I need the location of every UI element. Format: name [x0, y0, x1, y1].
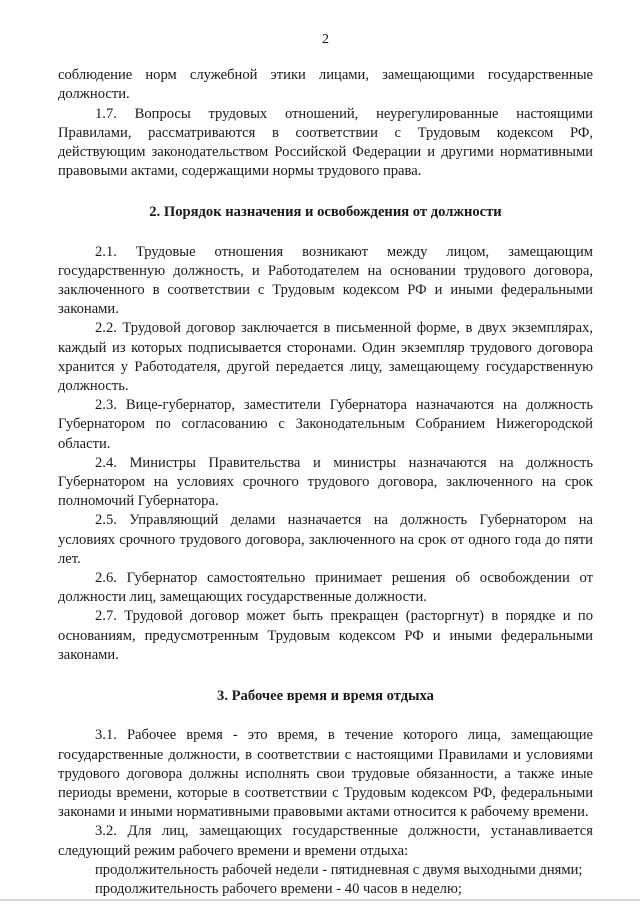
list-item-work-week: продолжительность рабочей недели - пятидневная с двумя выходными днями; — [95, 861, 583, 878]
section-3-heading: 3. Рабочее время и время отдыха — [217, 688, 434, 705]
paragraph-2-4: 2.4. Министры Правительства и министры назначаются на должность Губернатором на условиях срочного трудового договора, заключенного на срок полномочий Губернатора. — [58, 454, 593, 510]
paragraph-2-1: 2.1. Трудовые отношения возникают между лицом, замещающим государственную должность, и Работодателем на основании трудового договора, заключенного в соответствии с Трудовым кодексом РФ и иными федеральными законами. — [58, 243, 593, 318]
document-page — [58, 30, 593, 899]
section-2-heading: 2. Порядок назначения и освобождения от должности — [149, 204, 502, 221]
paragraph-2-3: 2.3. Вице-губернатор, заместители Губернатора назначаются на должность Губернатором по согласованию с Законодательным Собранием Нижегородской области. — [58, 397, 593, 452]
paragraph-2-6: 2.6. Губернатор самостоятельно принимает решения об освобождении от должности лиц, замещающих государственные должности. — [58, 570, 593, 606]
paragraph-1-7: 1.7. Вопросы трудовых отношений, неурегулированные настоящими Правилами, рассматриваются в соответствии с Трудовым кодексом РФ, действующим законодательством Российской Федерации и другими нормативными правовыми актами, содержащими нормы трудового права. — [58, 105, 593, 180]
paragraph-3-1: 3.1. Рабочее время - это время, в течение которого лица, замещающие государственные должности, в соответствии с настоящими Правилами и условиями трудового договора должны исполнять свои трудовые обязанности, а также иные периоды времени, которые в соответствии с Трудовым кодексом РФ, федеральными законами и иными нормативными правовыми актами относится к рабочему времени. — [58, 727, 593, 821]
paragraph-2-2: 2.2. Трудовой договор заключается в письменной форме, в двух экземплярах, каждый из которых подписывается сторонами. Один экземпляр трудового договора хранится у Работодателя, другой передается лицу, замещающему государственную должность. — [58, 320, 593, 395]
paragraph-3-2: 3.2. Для лиц, замещающих государственные должности, устанавливается следующий режим рабочего времени и времени отдыха: — [58, 823, 593, 859]
paragraph-2-7: 2.7. Трудовой договор может быть прекращен (расторгнут) в порядке и по основаниям, предусмотренным Трудовым кодексом РФ и иными федеральными законами. — [58, 608, 593, 663]
paragraph-2-5: 2.5. Управляющий делами назначается на должность Губернатором на условиях срочного трудового договора, заключенного на срок от одного года до пяти лет. — [58, 512, 593, 567]
list-item-work-hours: продолжительность рабочего времени - 40 часов в неделю; — [95, 880, 462, 897]
scan-bottom-edge — [0, 899, 640, 901]
paragraph-continuation: соблюдение норм служебной этики лицами, замещающими государственные должности. — [58, 67, 593, 103]
page-number: 2 — [322, 32, 329, 47]
